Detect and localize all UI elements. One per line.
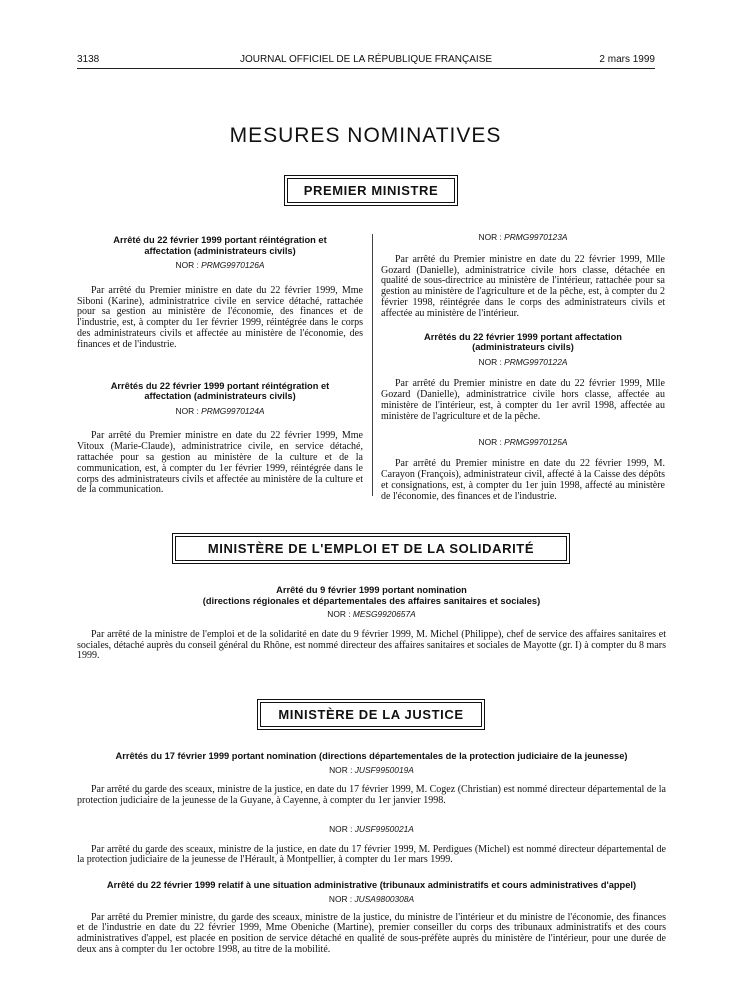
arrete-title: Arrêté du 22 février 1999 relatif à une situation administrative (tribunaux administratifs et cours administratives d'appel): [106, 880, 637, 891]
arrete-title: Arrêtés du 17 février 1999 portant nomination (directions départementales de la protection judiciaire de la jeunesse): [115, 751, 628, 761]
arrete-text: Par arrêté du Premier ministre en date du 22 février 1999, Mlle Gozard (Danielle), administratrice civile hors classe, détachée en qualité de sous-directrice au ministère de l'intérieur, rattachée pour sa gestion au ministère de l'agriculture et de la pêche, est, à compter du 2 février 1998, réintégrée dans le corps des administrateurs civils et affectée au ministère de l'intérieur.: [381, 253, 665, 319]
right-column: [381, 232, 665, 503]
arrete-text: Par arrêté du Premier ministre, du garde des sceaux, ministre de la justice, du ministre de l'intérieur et du ministre de l'économie, des finances et de l'industrie en date du 22 février 1999, Mme Obeniche (Martine), premier conseiller du corps des tribunaux administratifs et des cours administratives d'appel, est placée en position de service détaché en qualité de sous-préfète auprès du ministère de l'intérieur, pour une durée de deux ans à compter du 1er octobre 1998, au titre de la mobilité.: [77, 911, 666, 955]
arrete-text: Par arrêté du Premier ministre en date du 22 février 1999, M. Carayon (François), administrateur civil, affecté à la Caisse des dépôts et consignations, est, à compter du 1er juin 1998, affecté au ministère de l'économie, des finances et de l'industrie.: [381, 458, 665, 502]
arrete-subtitle: (directions régionales et départementales des affaires sanitaires et sociales): [202, 595, 541, 606]
nor-line: NOR : MESG9920657A: [327, 609, 416, 619]
arrete-text: Par arrêté du garde des sceaux, ministre de la justice, en date du 17 février 1999, M. Cogez (Christian) est nommé directeur départemental de la protection judiciaire de la jeunesse de la Guyane, à Cayenne, à compter du 1er janvier 1998.: [77, 784, 666, 807]
arrete-text: Par arrêté du Premier ministre en date du 22 février 1999, Mme Siboni (Karine), administratrice civile en service détaché, rattachée pour sa gestion au ministère de l'économie, des finances et de l'industrie, est, à compter du 1er février 1999, réintégrée dans le corps des administrateurs civils et affectée au ministère de l'économie, des finances et de l'industrie.: [77, 284, 363, 350]
nor-line: NOR : PRMG9970126A: [175, 260, 265, 270]
nor-code: JUSF9950019A: [354, 764, 414, 775]
nor-line: NOR : JUSF9950021A: [329, 823, 414, 834]
nor-code: JUSA9800308A: [354, 893, 415, 904]
nor-code: PRMG9970125A: [504, 436, 568, 447]
nor-code: MESG9920657A: [352, 609, 416, 619]
nor-line: NOR : PRMG9970123A: [478, 232, 568, 242]
justice-section: [77, 751, 666, 956]
nor-code: JUSF9950021A: [354, 823, 414, 834]
arrete-title: Arrêtés du 22 février 1999 portant affectation (administrateurs civils): [424, 331, 622, 353]
arrete-block: [381, 332, 665, 423]
nor-code: PRMG9970122A: [504, 356, 568, 367]
arrete-block: [381, 232, 665, 320]
nor-line: NOR : PRMG9970122A: [478, 356, 568, 367]
arrete-text: Par arrêté de la ministre de l'emploi et de la solidarité en date du 9 février 1999, M. Michel (Philippe), chef de service des affaires sanitaires et sociales, détaché auprès du conseil général du Rhône, est nommé directeur des affaires sanitaires et sociales de Mayotte (gr. I) à compter du 8 mars 1999.: [77, 628, 666, 662]
arrete-title: Arrêté du 9 février 1999 portant nomination: [276, 585, 467, 595]
arrete-title: Arrêtés du 22 février 1999 portant réintégration et affectation (administrateurs civils): [110, 380, 330, 402]
nor-code: PRMG9970126A: [201, 260, 265, 270]
column-separator: [372, 234, 373, 496]
arrete-block: [77, 381, 363, 497]
page-title: MESURES NOMINATIVES: [229, 124, 502, 147]
section-heading-emploi-solidarite: MINISTÈRE DE L'EMPLOI ET DE LA SOLIDARITÉ: [172, 533, 570, 564]
nor-line: NOR : JUSF9950019A: [329, 764, 414, 775]
issue-date: 2 mars 1999: [599, 54, 655, 65]
arrete-block: [381, 437, 665, 503]
nor-line: NOR : PRMG9970125A: [478, 436, 568, 447]
journal-title: JOURNAL OFFICIEL DE LA RÉPUBLIQUE FRANÇAISE: [239, 54, 493, 65]
section-heading-premier-ministre: PREMIER MINISTRE: [284, 175, 458, 206]
header-rule: [77, 68, 655, 69]
emploi-section: [77, 585, 666, 662]
nor-code: PRMG9970124A: [201, 405, 265, 416]
page-number: 3138: [77, 54, 100, 65]
nor-code: PRMG9970123A: [504, 232, 568, 242]
section-heading-justice: MINISTÈRE DE LA JUSTICE: [257, 699, 485, 730]
arrete-title: Arrêté du 22 février 1999 portant réintégration et affectation (administrateurs civils): [113, 235, 327, 256]
arrete-text: Par arrêté du Premier ministre en date du 22 février 1999, Mlle Gozard (Danielle), administratrice civile hors classe, affectée au ministère de l'intérieur, est, à compter du 1er avril 1998, affectée au ministère de l'agriculture et de la pêche.: [381, 378, 665, 422]
running-header: [77, 54, 655, 68]
arrete-block: [77, 235, 363, 351]
arrete-text: Par arrêté du Premier ministre en date du 22 février 1999, Mme Vitoux (Marie-Claude), administratrice civile, en service détaché, rattachée pour sa gestion au ministère de la culture et de la communication, est, à compter du 1er février 1999, réintégrée dans le corps des administrateurs civils et affectée au ministère de la culture et de la communication.: [77, 430, 363, 496]
nor-line: NOR : PRMG9970124A: [175, 405, 265, 416]
arrete-text: Par arrêté du garde des sceaux, ministre de la justice, en date du 17 février 1999, M. Perdigues (Michel) est nommé directeur départemental de la protection judiciaire de la jeunesse de l'Hérault, à Montpellier, à compter du 1er mars 1999.: [77, 843, 666, 866]
left-column: [77, 235, 363, 496]
nor-line: NOR : JUSA9800308A: [328, 893, 415, 904]
